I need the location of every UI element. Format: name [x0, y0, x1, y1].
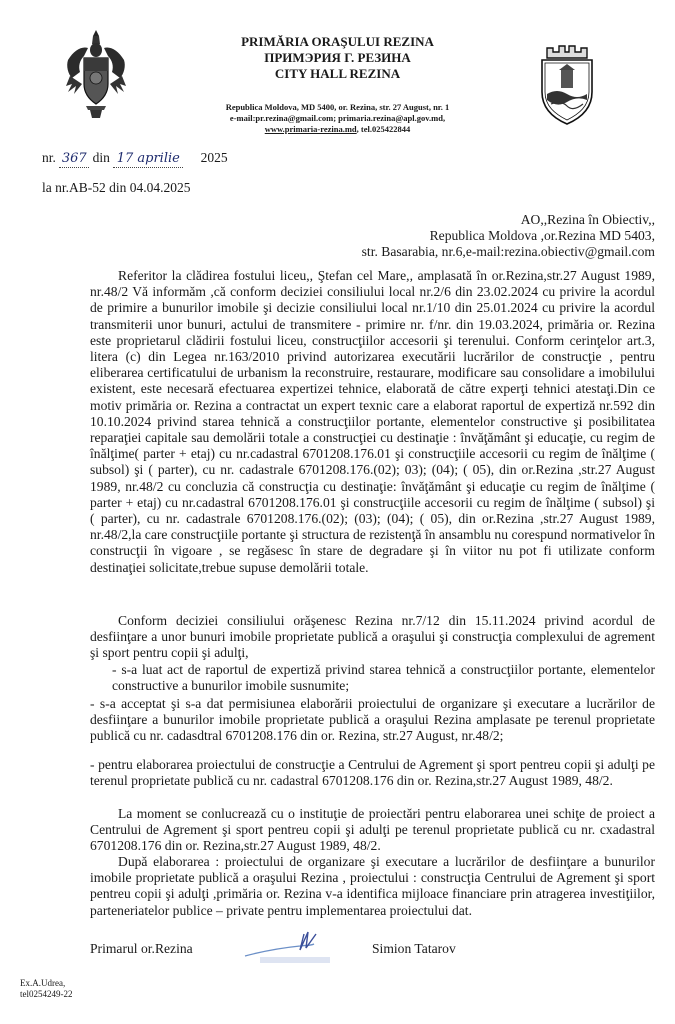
signature-scribble — [240, 926, 350, 966]
date-handwritten: 17 aprilie — [113, 151, 183, 168]
header-website-link[interactable]: www.primaria-rezina.md — [264, 124, 357, 134]
footer-executor: Ex.A.Udrea, — [20, 978, 66, 988]
nr-value: 367 — [59, 151, 89, 168]
recipient-block — [362, 212, 655, 261]
footer-phone: tel0254249-22 — [20, 989, 73, 999]
bullet-3: - pentru elaborarea proiectului de construcţie a Centrului de Agrement şi sport pentreu copii şi adulţi pe terenul proprietate publică cu nr. cadastral 6701208.176 din or. Rezina,str.27 August 1989, 48/2. — [90, 757, 655, 789]
signature-name: Simion Tatarov — [372, 941, 456, 956]
recipient-line-2: Republica Moldova ,or.Rezina MD 5403, — [429, 228, 655, 244]
recipient-line-1: AO,,Rezina în Obiectiv,, — [520, 212, 655, 227]
header-title-ro: PRIMĂRIA ORAŞULUI REZINA — [241, 34, 434, 49]
body-paragraph-2: Conform deciziei consiliului orăşenesc Rezina nr.7/12 din 15.11.2024 privind acordul de desfiinţare a unor bunuri imobile proprietate publică a oraşului şi construcţia complexului de agrement şi sport pentru copii şi adulţi, — [90, 613, 655, 661]
bullet-1: - s-a luat act de raportul de expertiză privind starea tehnică a construcţiilor portante, elementelor constructive a bunurilor imobile susnumite; — [112, 662, 655, 694]
body-paragraph-1: Referitor la clădirea fostului liceu,, Ştefan cel Mare,, amplasată în or.Rezina,str.27 August 1989, nr.48/2 Vă informăm ,că conform deciziei consiliului local nr.2/6 din 23.02.2024 cu privire la acordul de primire a bunurilor imobile şi decizie consiliului local nr.1/10 din 25.01.2024 cu privire la acordul transmiterii unor bunuri, actului de transmitere - primire nr. f/nr. din 19.03.2024, primăria or. Rezina este proprietarul clădirii fostului liceu, construcţiilor accesorii şi terenului. Conform cerinţelor art.3, litera (c) din Legea nr.163/2010 privind autorizarea executării lucrărilor de construcţie , pentru eliberarea certificatului de urbanism la reconstruire, restaurare, modificare sau consolidare a imobilului existent, este necesară efectuarea expertizei tehnice, elaborată de către experţi tehnici atestaţi.Din ce motiv primăria or. Rezina a contractat un expert texnic care a elaborat raportul de expertiză nr.592 din 10.10.2024 privind starea tehnică a construcţiilor portante, elementelor constructive şi posibilitatea reparaţiei capitale sau demolării totale a construcţiei cu destinaţie : învăţământ şi educaţie, cu regim de înălţime( parter + etaj) cu nr.cadastral 6701208.176.01 şi construcţiile accesorii cu regim de înălţime ( subsol) şi ( parter), cu nr. cadastrale 6701208.176.(02); 03); (04); ( 05), din or.Rezina ,str.27 August 1989, nr.48/2 cu concluzia că construcţia cu destinaţie: învăţământ şi educaţie cu regim de înălţime ( parter + etaj) cu nr.cadastral 6701208.176.01 şi construcţiile accesorii cu regim de înălţime ( subsol) şi ( parter), cu nr. cadastrale 6701208.176.(02); (03); (04); ( 05), din or.Rezina ,str.27 August 1989, nr.48/2,la care construcţiile portante şi structura de rezistenţă în ansamblu nu corespund normativelor în construcţii în vigoare , se regăsesc în stare de degradare şi în viitor nu pot fi utilizate conform destinaţiei solicitate,trebue supuse demolării totale. — [90, 268, 655, 575]
reference-line — [42, 150, 228, 168]
body-paragraph-4: După elaborarea : proiectului de organizare şi executare a lucrărilor de desfiinţare a bunurilor imobile proprietate publică a oraşului Rezina , proiectului : construcţia Centrului de Agrement şi sport pentreu copii şi adulţi ,primăria or. Rezina v-a identifica mijloace financiare prin atragerea investiţiilor, parteneriatelor publice – private pentru implementarea proiectului dat. — [90, 854, 655, 918]
header-phone: , tel.025422844 — [356, 124, 411, 134]
bullet-2: - s-a acceptat şi s-a dat permisiunea elaborării proiectului de organizare şi executare a lucrărilor de desfiinţare a bunurilor imobile proprietate publică a oraşului Rezina amplasate pe terenul proprietate publică cu nr. cadasdtral 6701208.176 din or. Rezina, str.27 August, nr.48/2; — [90, 696, 655, 744]
recipient-line-3: str. Basarabia, nr.6,e-mail:rezina.obiectiv@gmail.com — [361, 244, 655, 260]
body-paragraph-3: La moment se conlucrează cu o instituţie de proiectări pentru elaborarea unei schiţe de proiect a Centrului de Agrement şi sport pentreu copii şi adulţi pe terenul proprietate publică cu nr. cxadastral 6701208.176 din or. Rezina,str.27 August 1989, 48/2. — [90, 806, 655, 854]
reply-reference: la nr.AB-52 din 04.04.2025 — [42, 180, 191, 195]
header-contact — [0, 124, 675, 135]
signature-title: Primarul or.Rezina — [90, 941, 193, 956]
din-label: din — [92, 150, 110, 165]
header-emails: e-mail:pr.rezina@gmail.com; primaria.rezina@apl.gov.md, — [229, 113, 446, 123]
header-address: Republica Moldova, MD 5400, or. Rezina, str. 27 August, nr. 1 — [225, 102, 450, 112]
header-title-en: CITY HALL REZINA — [274, 66, 401, 81]
year: 2025 — [200, 150, 228, 165]
nr-label: nr. — [42, 150, 56, 165]
header-title-ru: ПРИМЭРИЯ Г. РЕЗИНА — [264, 50, 411, 65]
